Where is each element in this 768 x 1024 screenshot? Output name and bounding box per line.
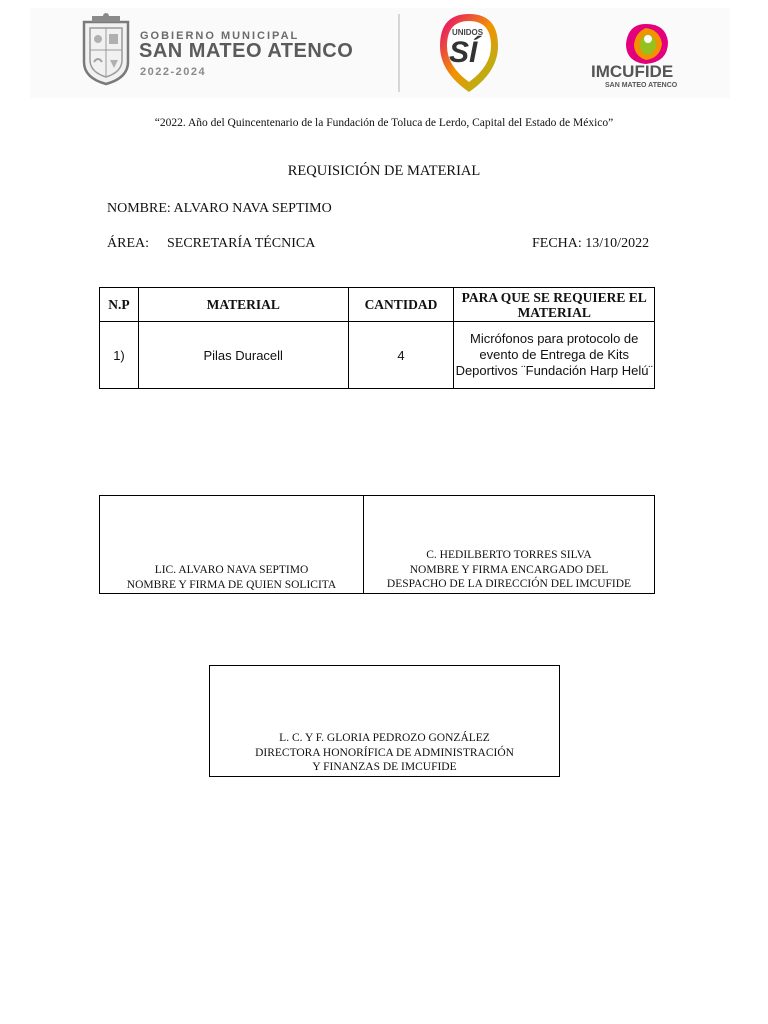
gov-years: 2022-2024 xyxy=(140,66,207,78)
table-row xyxy=(100,322,655,389)
cell-np: 1) xyxy=(100,322,139,389)
signer-name: L. C. Y F. GLORIA PEDROZO GONZÁLEZ xyxy=(279,732,490,744)
signer-name: LIC. ALVARO NAVA SEPTIMO xyxy=(154,564,309,576)
signature-director xyxy=(363,548,655,592)
material-table xyxy=(99,287,655,389)
signer-role-line-1: DIRECTORA HONORÍFICA DE ADMINISTRACIÓN xyxy=(255,746,514,759)
area-value: SECRETARÍA TÉCNICA xyxy=(167,236,316,251)
imcufide-subtitle: SAN MATEO ATENCO xyxy=(605,82,678,89)
area-label: ÁREA: xyxy=(107,236,149,251)
cell-material: Pilas Duracell xyxy=(138,322,348,389)
signature-requester xyxy=(99,563,364,592)
request-date: FECHA: 13/10/2022 xyxy=(532,236,650,251)
column-header-purpose: PARA QUE SE REQUIERE EL MATERIAL xyxy=(454,288,655,322)
cell-purpose: Micrófonos para protocolo de evento de Entrega de Kits Deportivos ¨Fundación Harp Helú¨ xyxy=(454,322,655,389)
imcufide-wordmark: IMCUFIDE xyxy=(591,62,674,81)
signer-role-line-2: DESPACHO DE LA DIRECCIÓN DEL IMCUFIDE xyxy=(386,578,632,590)
document-title: REQUISICIÓN DE MATERIAL xyxy=(287,163,481,179)
municipal-coat-of-arms-logo xyxy=(78,12,134,86)
unidos-label: UNIDOS xyxy=(452,28,484,37)
column-header-material: MATERIAL xyxy=(138,288,348,322)
cell-cantidad: 4 xyxy=(348,322,454,389)
slogan: “2022. Año del Quincentenario de la Fundación de Toluca de Lerdo, Capital del Estado de México” xyxy=(154,117,614,129)
signer-role-line-1: NOMBRE Y FIRMA ENCARGADO DEL xyxy=(409,563,609,576)
gov-title: SAN MATEO ATENCO xyxy=(139,40,354,62)
table-header-row xyxy=(100,288,655,322)
si-label: SÍ xyxy=(449,36,478,69)
column-header-np: N.P xyxy=(100,288,139,322)
signer-name: C. HEDILBERTO TORRES SILVA xyxy=(426,549,592,561)
requester-name: NOMBRE: ALVARO NAVA SEPTIMO xyxy=(107,201,332,216)
signer-role-line-2: Y FINANZAS DE IMCUFIDE xyxy=(312,761,457,773)
header-divider xyxy=(398,14,400,92)
signer-role: NOMBRE Y FIRMA DE QUIEN SOLICITA xyxy=(126,578,337,591)
imcufide-logo-mark xyxy=(620,22,672,66)
column-header-cantidad: CANTIDAD xyxy=(348,288,454,322)
signature-admin xyxy=(209,731,560,775)
gov-subtitle: GOBIERNO MUNICIPAL xyxy=(140,30,300,42)
